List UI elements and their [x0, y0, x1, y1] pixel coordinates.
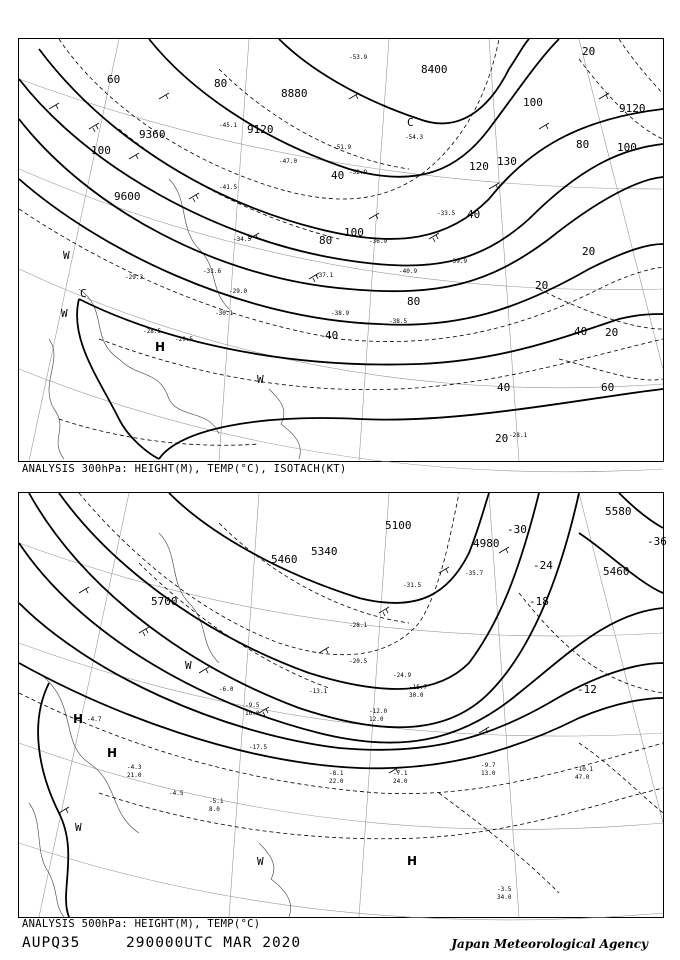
station-temp: -38.9 — [331, 310, 350, 317]
station-temp: -8.1 — [329, 770, 344, 777]
height-contours-500 — [19, 493, 663, 917]
high-center-label: H — [73, 712, 84, 726]
high-center-label: H — [155, 340, 166, 354]
station-temp: -33.5 — [437, 210, 456, 217]
isotach-label: 20 — [495, 432, 509, 445]
high-center-label: H — [407, 854, 418, 868]
height-label: 9120 — [247, 123, 274, 136]
station-temp: -41.5 — [219, 184, 238, 191]
warm-center-label: W — [257, 855, 264, 868]
station-temp: -52.9 — [349, 169, 368, 176]
station-temp: -51.9 — [333, 144, 352, 151]
isotach-label: 130 — [497, 155, 517, 168]
station-temp: -4.5 — [169, 790, 184, 797]
height-label: 8400 — [421, 63, 448, 76]
warm-center-label: W — [185, 659, 192, 672]
height-label: 9120 — [619, 102, 646, 115]
isotach-label: 20 — [582, 45, 596, 58]
height-label: 5100 — [385, 519, 412, 532]
station-dewpoint: 30.0 — [409, 692, 424, 699]
isotach-label: 60 — [107, 73, 121, 86]
station-temp: -40.9 — [399, 268, 418, 275]
station-temp: -45.1 — [219, 122, 238, 129]
agency-name: Japan Meteorological Agency — [451, 937, 648, 951]
height-label: 4980 — [473, 537, 500, 550]
station-temp: -47.0 — [279, 158, 298, 165]
station-temp: -28.1 — [509, 432, 528, 439]
isotach-label: 20 — [582, 245, 596, 258]
station-temp: -35.7 — [465, 570, 484, 577]
height-label: 5700 — [151, 595, 178, 608]
station-temp: -20.5 — [349, 658, 368, 665]
height-label: 8880 — [281, 87, 308, 100]
station-temp: -3.5 — [497, 886, 512, 893]
isotach-label: 120 — [469, 160, 489, 173]
height-contours-300 — [19, 39, 663, 459]
isotach-label: 40 — [325, 329, 339, 342]
isotach-labels-300 — [91, 45, 637, 445]
station-temp: -24.9 — [393, 672, 412, 679]
cold-center-label: C — [80, 287, 87, 300]
temp-label: -18 — [529, 595, 549, 608]
station-temp: -6.0 — [219, 686, 234, 693]
warm-center-label: W — [61, 307, 68, 320]
height-label: 5460 — [603, 565, 630, 578]
station-temp: -4.7 — [87, 716, 102, 723]
station-temp: -38.5 — [389, 318, 408, 325]
temp-label: -12 — [577, 683, 597, 696]
station-temp: -53.9 — [349, 54, 368, 61]
isotach-label: 80 — [319, 234, 333, 247]
station-temp: -7.1 — [393, 770, 408, 777]
height-labels-500 — [151, 505, 632, 608]
station-dewpoint: 12.0 — [369, 716, 384, 723]
station-temp: -34.5 — [233, 236, 252, 243]
pressure-centers-300 — [61, 116, 414, 386]
station-temp: -15.7 — [409, 684, 428, 691]
station-temp: -10.1 — [575, 766, 594, 773]
station-temp: -37.1 — [315, 272, 334, 279]
height-label: 5460 — [271, 553, 298, 566]
isotach-label: 20 — [535, 279, 549, 292]
station-dewpoint: 47.0 — [575, 774, 590, 781]
caption-300hpa: ANALYSIS 300hPa: HEIGHT(M), TEMP(°C), ISOTACH(KT) — [22, 463, 347, 475]
temp-label: -36 — [647, 535, 667, 548]
isotach-label: 100 — [523, 96, 543, 109]
isotach-label: 80 — [214, 77, 228, 90]
height-label: 9600 — [114, 190, 141, 203]
station-temp: -4.3 — [127, 764, 142, 771]
station-temp: -28.1 — [349, 622, 368, 629]
valid-time: 290000UTC MAR 2020 — [126, 935, 302, 951]
height-label: 5340 — [311, 545, 338, 558]
isotach-label: 40 — [574, 325, 588, 338]
station-temp: -12.0 — [369, 708, 388, 715]
height-label: 9360 — [139, 128, 166, 141]
station-temp: -17.5 — [249, 744, 268, 751]
temp-label: -30 — [507, 523, 527, 536]
station-temp: -30.1 — [215, 310, 234, 317]
warm-center-label: W — [257, 373, 264, 386]
coastline-300 — [49, 179, 300, 459]
station-temp: -54.3 — [405, 134, 424, 141]
chart-500hpa — [18, 492, 667, 918]
station-temp: -31.6 — [203, 268, 222, 275]
station-temp: -9.5 — [245, 702, 260, 709]
isotach-label: 100 — [617, 141, 637, 154]
warm-center-label: W — [63, 249, 70, 262]
station-temp: -36.9 — [369, 238, 388, 245]
station-temp: -29.0 — [229, 288, 248, 295]
station-temps-500 — [87, 570, 593, 893]
station-dewpoint: 13.0 — [481, 770, 496, 777]
isotach-label: 80 — [576, 138, 590, 151]
graticule-300 — [19, 39, 663, 472]
temp-labels-500 — [507, 523, 667, 696]
wind-barbs-300 — [49, 93, 609, 282]
isotach-label: 40 — [497, 381, 511, 394]
station-temp: -13.1 — [309, 688, 328, 695]
warm-center-label: W — [75, 821, 82, 834]
station-temp: -29.3 — [125, 274, 144, 281]
station-temp: -39.9 — [449, 258, 468, 265]
station-dewpoint: 8.0 — [209, 806, 220, 813]
isotach-label: 20 — [605, 326, 619, 339]
station-temp: -28.5 — [143, 328, 162, 335]
chart-300hpa — [18, 38, 664, 462]
high-center-label: H — [107, 746, 118, 760]
isotach-contours-300 — [19, 39, 663, 445]
station-dewpoint: 16.0 — [245, 710, 260, 717]
station-temp: -31.5 — [403, 582, 422, 589]
isotach-label: 100 — [344, 226, 364, 239]
isotach-label: 40 — [331, 169, 345, 182]
height-label: 5580 — [605, 505, 632, 518]
isotach-label: 60 — [601, 381, 615, 394]
station-dewpoint: 21.0 — [127, 772, 142, 779]
station-dewpoint: 34.0 — [497, 894, 512, 901]
isotach-label: 100 — [91, 144, 111, 157]
station-temp: -29.5 — [175, 336, 194, 343]
map-500hpa — [19, 493, 667, 917]
isotach-label: 80 — [407, 295, 421, 308]
station-dewpoint: 22.0 — [329, 778, 344, 785]
station-temp: -9.7 — [481, 762, 496, 769]
chart-code: AUPQ35 — [22, 935, 81, 951]
temp-label: -24 — [533, 559, 553, 572]
caption-500hpa: ANALYSIS 500hPa: HEIGHT(M), TEMP(°C) — [22, 918, 261, 930]
cold-center-label: C — [407, 116, 414, 129]
isotach-label: 40 — [467, 208, 481, 221]
station-temp: -5.1 — [209, 798, 224, 805]
map-300hpa — [19, 39, 663, 461]
station-dewpoint: 24.0 — [393, 778, 408, 785]
